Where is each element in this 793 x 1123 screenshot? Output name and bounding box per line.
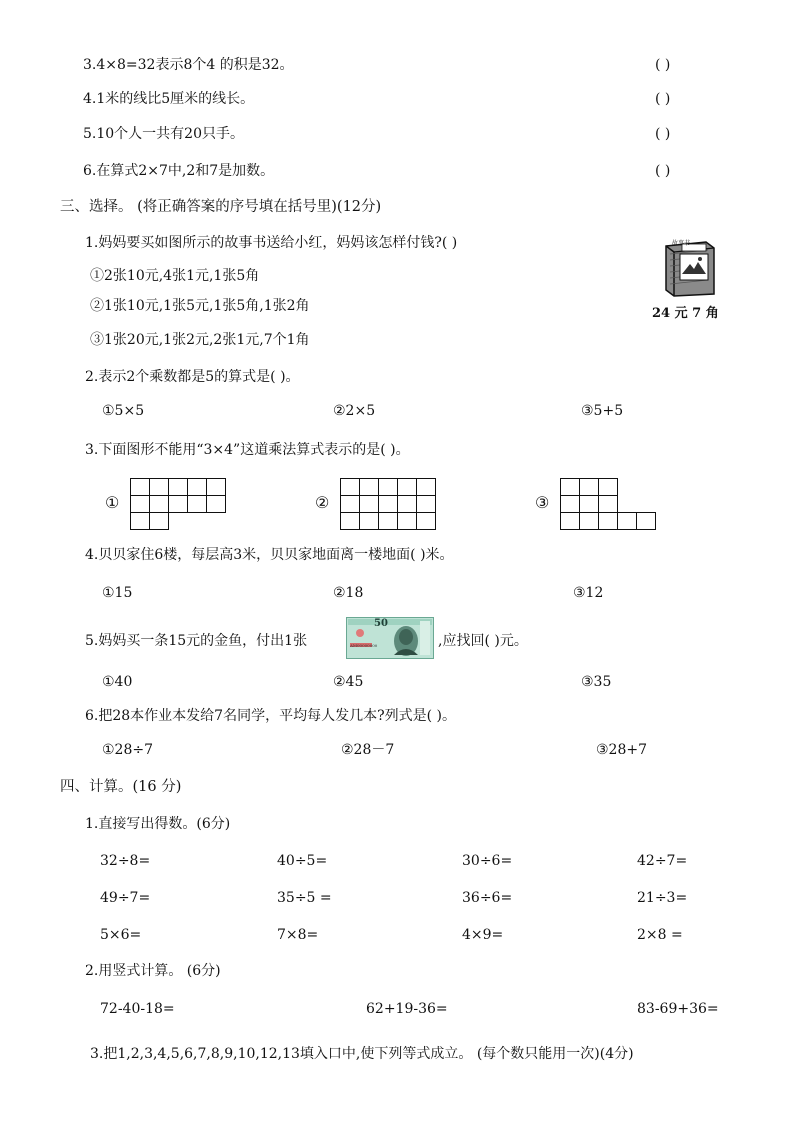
calc-item: 2×8 = xyxy=(637,927,683,943)
calc-item: 30÷6= xyxy=(462,853,513,869)
figure-3-label: ③ xyxy=(535,493,550,512)
choice-q4: 4.贝贝家住6楼，每层高3米，贝贝家地面离一楼地面( )米。 xyxy=(85,547,454,563)
figure-2-label: ② xyxy=(315,493,330,512)
calc-item: 40÷5= xyxy=(277,853,328,869)
calc-item: 49÷7= xyxy=(100,890,151,906)
choice-q1-option-1: ①2张10元,4张1元,1张5角 xyxy=(90,268,260,284)
judge-item-4: 4.1米的线比5厘米的线长。 xyxy=(83,91,255,107)
calc-item: 21÷3= xyxy=(637,890,688,906)
choice-q5-option-2: ②45 xyxy=(333,674,364,690)
calc-item: 35÷5 = xyxy=(277,890,332,906)
calc-item: 32÷8= xyxy=(100,853,151,869)
choice-q5-option-1: ①40 xyxy=(102,674,133,690)
judge-answer-paren-6[interactable]: ( ) xyxy=(655,163,671,179)
book-price-label: 24 元 7 角 xyxy=(652,306,719,321)
vertical-calc-item: 62+19-36= xyxy=(366,1001,448,1017)
calc-item: 42÷7= xyxy=(637,853,688,869)
section-4-title: 四、计算。(16 分) xyxy=(60,779,182,795)
banknote-serial: AM00000000 xyxy=(350,643,378,648)
vertical-calc-item: 83-69+36= xyxy=(637,1001,719,1017)
judge-answer-paren-5[interactable]: ( ) xyxy=(655,126,671,142)
calc-item: 7×8= xyxy=(277,927,319,943)
calc-q3-title: 3.把1,2,3,4,5,6,7,8,9,10,12,13填入口中,使下列等式成立。 (每个数只能用一次)(4分) xyxy=(90,1046,634,1062)
choice-q1-option-2: ②1张10元,1张5元,1张5角,1张2角 xyxy=(90,298,310,314)
choice-q2-option-2: ②2×5 xyxy=(333,403,376,419)
judge-item-6: 6.在算式2×7中,2和7是加数。 xyxy=(83,163,275,179)
figure-3-grid xyxy=(560,478,656,530)
choice-q6-option-2: ②28－7 xyxy=(341,742,395,758)
judge-answer-paren-3[interactable]: ( ) xyxy=(655,57,671,73)
choice-q5-before: 5.妈妈买一条15元的金鱼，付出1张 xyxy=(85,633,308,649)
choice-q6-option-3: ③28+7 xyxy=(596,742,648,758)
judge-item-5: 5.10个人一共有20只手。 xyxy=(83,126,244,142)
choice-q2-option-1: ①5×5 xyxy=(102,403,145,419)
calc-q2-title: 2.用竖式计算。 (6分) xyxy=(85,963,221,979)
figure-1-grid xyxy=(130,478,226,530)
calc-q1-title: 1.直接写出得数。(6分) xyxy=(85,816,231,832)
choice-q1: 1.妈妈要买如图所示的故事书送给小红，妈妈该怎样付钱?( ) xyxy=(85,235,458,251)
choice-q3: 3.下面图形不能用“3×4”这道乘法算式表示的是( )。 xyxy=(85,442,410,458)
judge-item-3: 3.4×8=32表示8个4 的积是32。 xyxy=(83,57,294,73)
section-3-title: 三、选择。 (将正确答案的序号填在括号里)(12分) xyxy=(60,199,382,215)
calc-item: 5×6= xyxy=(100,927,142,943)
banknote-value: 50 xyxy=(374,618,388,629)
figure-2-grid xyxy=(340,478,436,530)
choice-q4-option-3: ③12 xyxy=(573,585,604,601)
choice-q2: 2.表示2个乘数都是5的算式是( )。 xyxy=(85,369,300,385)
vertical-calc-item: 72-40-18= xyxy=(100,1001,175,1017)
choice-q6-option-1: ①28÷7 xyxy=(102,742,154,758)
judge-answer-paren-4[interactable]: ( ) xyxy=(655,91,671,107)
choice-q5-after: ,应找回( )元。 xyxy=(438,633,528,649)
choice-q6: 6.把28本作业本发给7名同学，平均每人发几本?列式是( )。 xyxy=(85,708,456,724)
choice-q4-option-2: ②18 xyxy=(333,585,364,601)
choice-q2-option-3: ③5+5 xyxy=(581,403,624,419)
calc-item: 36÷6= xyxy=(462,890,513,906)
choice-q4-option-1: ①15 xyxy=(102,585,133,601)
book-title-label: 故事书 xyxy=(672,240,691,247)
banknote-50-yuan-image xyxy=(346,617,434,659)
choice-q1-option-3: ③1张20元,1张2元,2张1元,7个1角 xyxy=(90,332,310,348)
choice-q5-option-3: ③35 xyxy=(581,674,612,690)
figure-1-label: ① xyxy=(105,493,120,512)
calc-item: 4×9= xyxy=(462,927,504,943)
